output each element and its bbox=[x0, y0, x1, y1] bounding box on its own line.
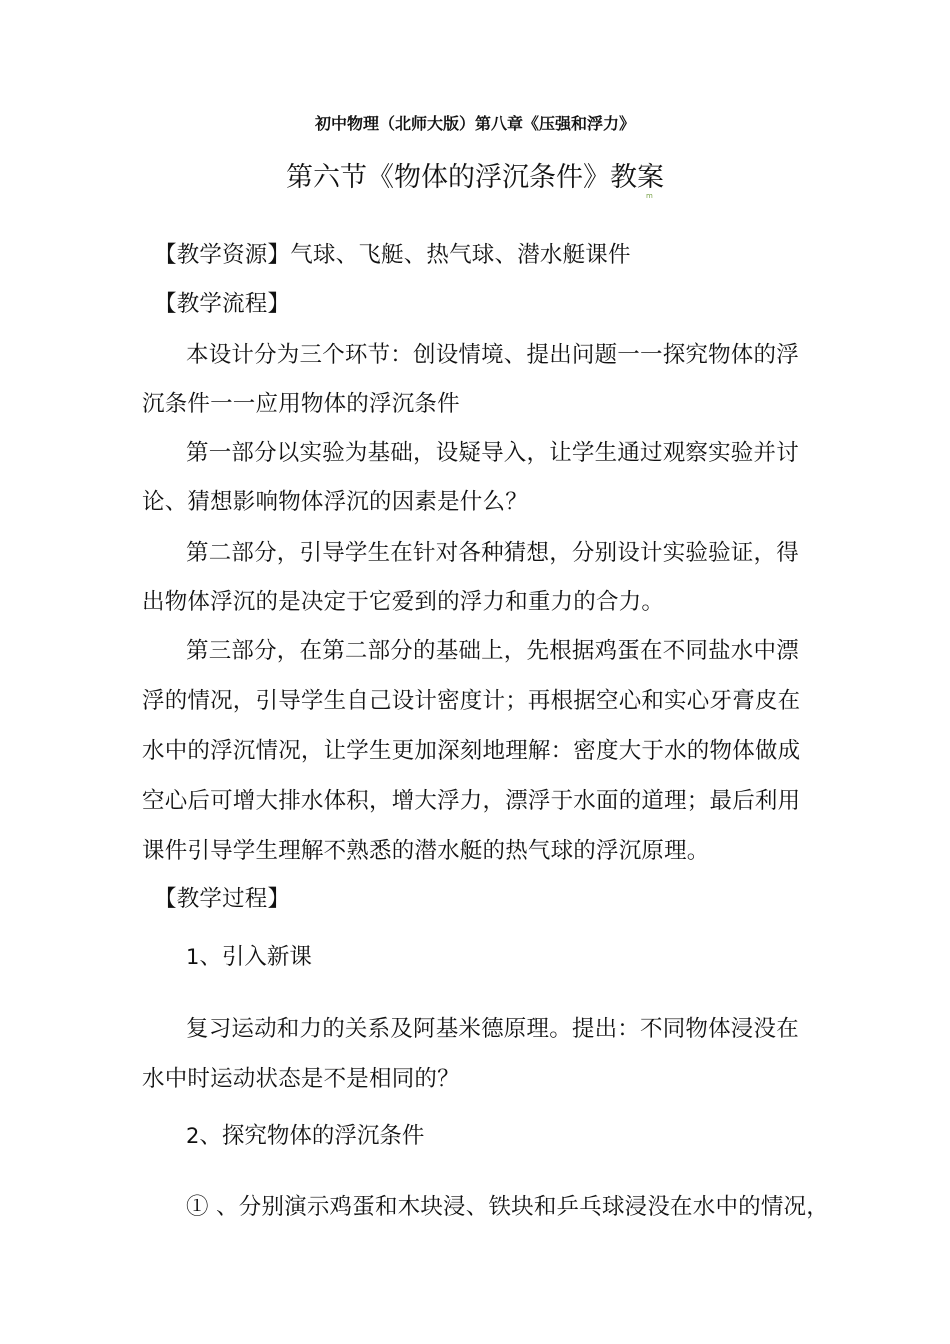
section-1-heading bbox=[186, 946, 312, 969]
flow-p2-line2: 论、猜想影响物体浮沉的因素是什么？ bbox=[142, 489, 528, 515]
section-2-number: 2 bbox=[186, 1124, 200, 1148]
section-1-line1: 复习运动和力的关系及阿基米德原理。提出：不同物体浸没在 bbox=[186, 1016, 799, 1042]
flow-p4-line4: 空心后可增大排水体积，增大浮力，漂浮于水面的道理；最后利用 bbox=[142, 788, 801, 814]
section-1-heading-text: 、引入新课 bbox=[199, 944, 312, 970]
section-1-number: 1 bbox=[186, 945, 200, 969]
section-2-heading-text: 、探究物体的浮沉条件 bbox=[199, 1123, 425, 1149]
flow-p4-line2: 浮的情况，引导学生自己设计密度计；再根据空心和实心牙膏皮在 bbox=[142, 688, 801, 714]
teaching-resources: 【教学资源】气球、飞艇、热气球、潜水艇课件 bbox=[154, 242, 631, 268]
flow-p1-line2: 沉条件一一应用物体的浮沉条件 bbox=[142, 391, 460, 417]
section-2-heading bbox=[186, 1125, 424, 1148]
section-1-line2: 水中时运动状态是不是相同的？ bbox=[142, 1066, 460, 1092]
flow-heading: 【教学流程】 bbox=[154, 291, 291, 317]
flow-p4-line3: 水中的浮沉情况，让学生更加深刻地理解：密度大于水的物体做成 bbox=[142, 738, 801, 764]
flow-p4-line5: 课件引导学生理解不熟悉的潜水艇的热气球的浮沉原理。 bbox=[142, 838, 710, 864]
flow-p4-line1: 第三部分，在第二部分的基础上，先根据鸡蛋在不同盐水中漂 bbox=[186, 638, 799, 664]
flow-p3-line2: 出物体浮沉的是决定于它爱到的浮力和重力的合力。 bbox=[142, 589, 665, 615]
title-mark: m bbox=[646, 192, 653, 200]
chapter-subtitle: 初中物理（北师大版）第八章《压强和浮力》 bbox=[314, 114, 635, 133]
section-2-item-1: ① 、分别演示鸡蛋和木块浸、铁块和乒乓球浸没在水中的情况， bbox=[186, 1194, 829, 1220]
flow-p2-line1: 第一部分以实验为基础，设疑导入，让学生通过观察实验并讨 bbox=[186, 440, 799, 466]
flow-p3-line1: 第二部分，引导学生在针对各种猜想，分别设计实验验证，得 bbox=[186, 540, 799, 566]
process-heading: 【教学过程】 bbox=[154, 886, 291, 912]
flow-p1-line1: 本设计分为三个环节：创设情境、提出问题一一探究物体的浮 bbox=[186, 342, 799, 368]
lesson-title: 第六节《物体的浮沉条件》教案 bbox=[286, 162, 664, 193]
